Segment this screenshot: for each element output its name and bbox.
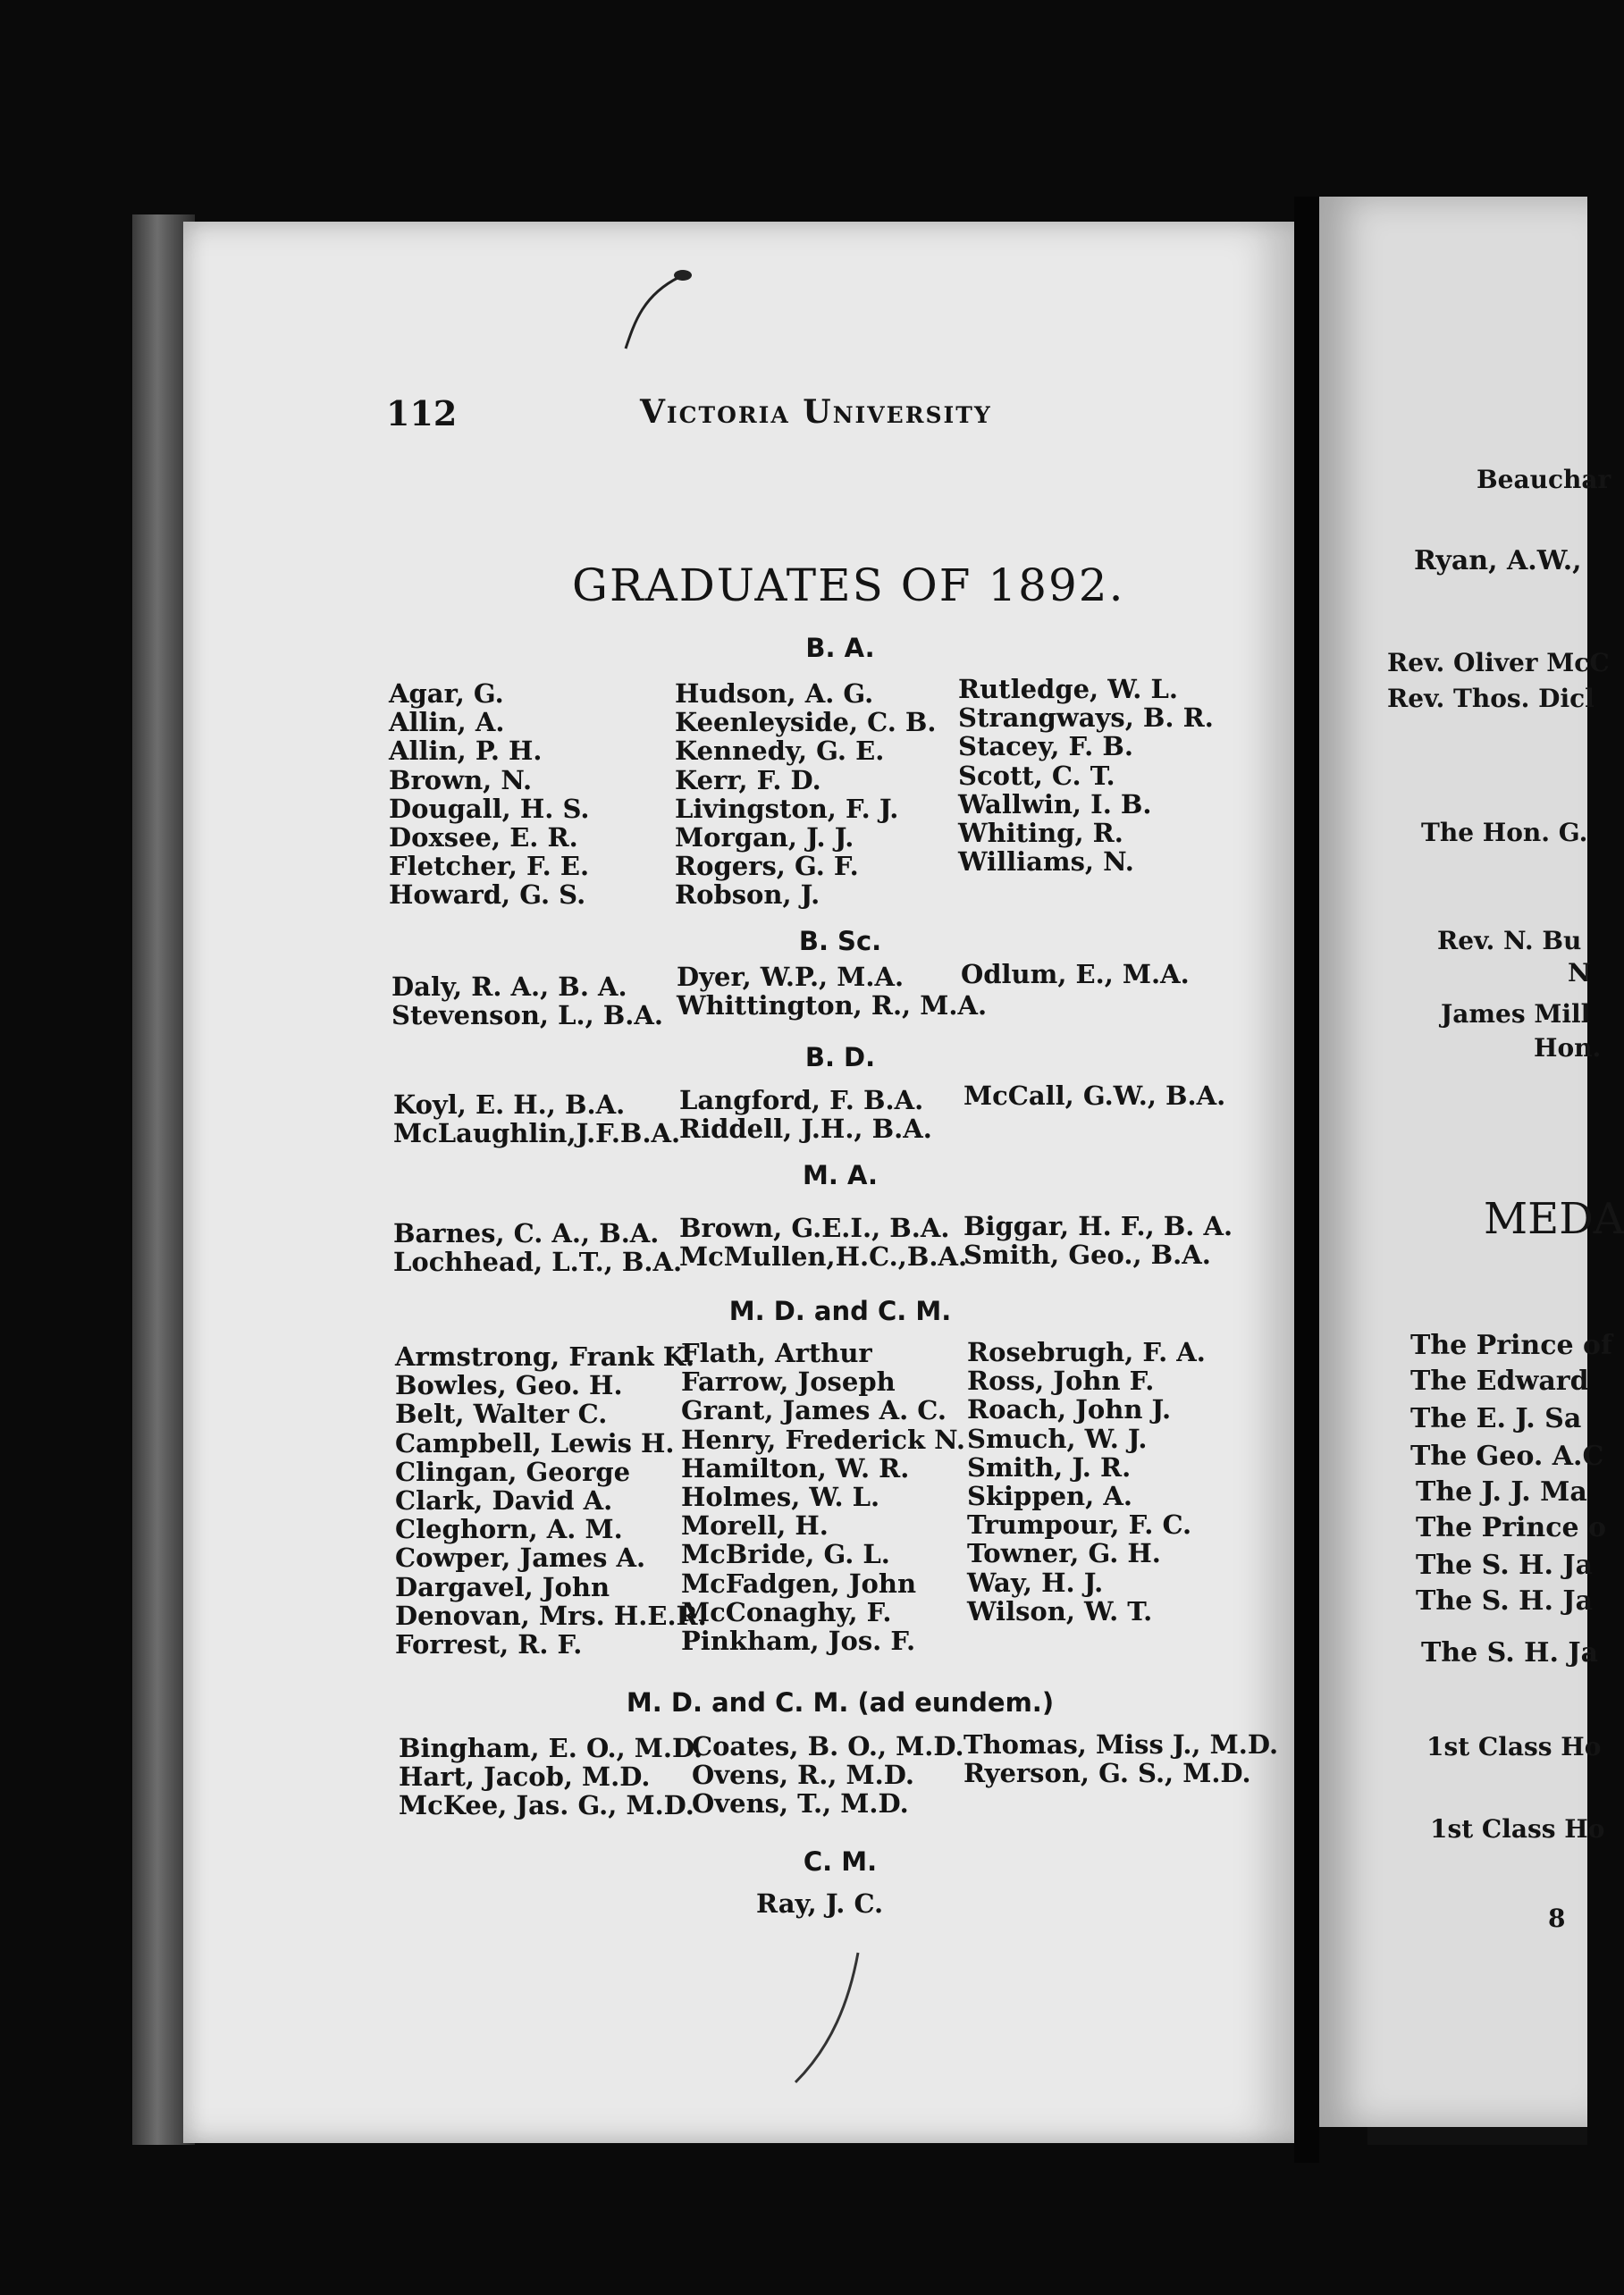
graduate-name: Howard, G. S. [389, 879, 586, 911]
graduate-name: Thomas, Miss J., M.D. [963, 1729, 1279, 1760]
graduate-name: Smuch, W. J. [967, 1423, 1148, 1454]
graduate-name: Dyer, W.P., M.A. [677, 962, 905, 992]
graduate-name: Clingan, George [395, 1456, 631, 1487]
right-page-line: Rev. N. Bu [1437, 926, 1582, 955]
graduate-name: McBride, G. L. [681, 1539, 890, 1570]
graduate-name: Smith, J. R. [967, 1451, 1132, 1483]
section-heading-mdcm: M. D. and C. M. [728, 1296, 952, 1326]
graduate-name: Kennedy, G. E. [675, 736, 885, 767]
graduate-name: Scott, C. T. [958, 760, 1115, 791]
graduate-name: Hart, Jacob, M.D. [399, 1761, 651, 1793]
graduate-name: Wallwin, I. B. [958, 788, 1152, 820]
graduate-name: Robson, J. [675, 879, 820, 911]
ma-column-2 [679, 1214, 967, 1271]
graduate-name: Biggar, H. F., B. A. [963, 1211, 1233, 1241]
right-page-line: The S. H. Ja [1416, 1585, 1594, 1617]
graduate-name: Hudson, A. G. [675, 678, 874, 709]
section-heading-ma: M. A. [803, 1160, 878, 1190]
graduate-name: Ryerson, G. S., M.D. [963, 1758, 1251, 1789]
graduate-name: Morgan, J. J. [675, 821, 854, 853]
right-page-line: James Mill [1441, 999, 1591, 1029]
graduate-name: Skippen, A. [967, 1480, 1132, 1511]
graduate-name: Armstrong, Frank K. [395, 1341, 695, 1372]
ba-column-1 [389, 679, 589, 910]
bsc-column-3 [961, 960, 1190, 988]
graduate-name: Ovens, R., M.D. [692, 1760, 914, 1791]
section-heading-ba: B. A. [805, 633, 875, 663]
graduate-name: Flath, Arthur [681, 1338, 872, 1368]
section-heading-bd: B. D. [804, 1042, 876, 1072]
graduate-name: Pinkham, Jos. F. [681, 1625, 916, 1656]
section-heading-mdcm-ad-eundem: M. D. and C. M. (ad eundem.) [626, 1687, 1055, 1718]
graduate-name: Grant, James A. C. [681, 1395, 947, 1426]
mdcm-column-1 [395, 1342, 707, 1659]
graduate-name: Towner, G. H. [967, 1538, 1161, 1569]
graduate-name: Bingham, E. O., M.D. [399, 1733, 703, 1763]
graduate-name: Hamilton, W. R. [681, 1452, 910, 1484]
ba-column-3 [958, 675, 1214, 876]
graduate-name: Stacey, F. B. [958, 731, 1133, 762]
ink-mark [787, 1948, 867, 2091]
graduate-name: Bowles, Geo. H. [395, 1370, 623, 1401]
graduate-name: Denovan, Mrs. H.E.R. [395, 1600, 707, 1631]
graduate-name: Rosebrugh, F. A. [967, 1337, 1206, 1367]
right-page-line: The Prince of [1410, 1330, 1612, 1361]
graduate-name: Agar, G. [389, 678, 504, 709]
ad-eundem-column-2 [692, 1732, 964, 1819]
graduate-name: Strangways, B. R. [958, 702, 1214, 734]
right-page-line: Ryan, A.W., [1414, 545, 1582, 576]
graduate-name: Lochhead, L.T., B.A. [393, 1247, 683, 1278]
book-shadow [1367, 2127, 1587, 2145]
page-title: GRADUATES OF 1892. [572, 559, 1125, 611]
graduate-name: Daly, R. A., B. A. [391, 971, 627, 1002]
ba-column-2 [675, 679, 937, 910]
right-page-heading: MEDA [1484, 1194, 1624, 1244]
bd-column-1 [393, 1090, 680, 1148]
graduate-name: Dougall, H. S. [389, 793, 590, 824]
right-page-line: The J. J. Ma [1416, 1476, 1587, 1508]
page-gutter [1294, 197, 1319, 2163]
cm-column-1 [756, 1889, 883, 1918]
ma-column-3 [963, 1212, 1233, 1269]
graduate-name: Cleghorn, A. M. [395, 1514, 623, 1545]
graduate-name: Way, H. J. [967, 1567, 1104, 1598]
graduate-name: Belt, Walter C. [395, 1399, 608, 1430]
mdcm-column-3 [967, 1338, 1206, 1626]
graduate-name: Keenleyside, C. B. [675, 707, 937, 738]
page-number: 112 [386, 393, 458, 433]
graduate-name: Williams, N. [958, 846, 1134, 878]
graduate-name: Henry, Frederick N. [681, 1424, 965, 1455]
right-page-line: The Hon. G. [1421, 818, 1588, 847]
graduate-name: Langford, F. B.A. [679, 1085, 924, 1115]
right-page-line: Beauchar [1477, 465, 1611, 494]
graduate-name: McConaghy, F. [681, 1596, 892, 1627]
graduate-name: Rutledge, W. L. [958, 674, 1178, 704]
graduate-name: McMullen,H.C.,B.A. [679, 1241, 968, 1273]
right-page-line: The Geo. A.C [1410, 1441, 1604, 1472]
right-page-line: Rev. Oliver McC [1387, 648, 1610, 677]
running-head: Victoria University [640, 393, 992, 431]
graduate-name: Brown, N. [389, 764, 533, 795]
right-page-line: 1st Class Ho [1430, 1814, 1605, 1844]
right-page-line: The S. H. Ja [1421, 1637, 1599, 1669]
ad-eundem-column-3 [963, 1730, 1278, 1787]
graduate-name: Dargavel, John [395, 1571, 610, 1602]
ma-column-1 [393, 1219, 682, 1276]
right-page-line: Hon. [1534, 1033, 1602, 1063]
graduate-name: Farrow, Joseph [681, 1366, 896, 1398]
graduate-name: Doxsee, E. R. [389, 821, 578, 853]
graduate-name: Roach, John J. [967, 1394, 1172, 1425]
section-heading-bsc: B. Sc. [798, 926, 882, 956]
graduate-name: Rogers, G. F. [675, 851, 859, 882]
graduate-name: Brown, G.E.I., B.A. [679, 1213, 950, 1243]
graduate-name: Odlum, E., M.A. [961, 959, 1190, 989]
ad-eundem-column-1 [399, 1734, 703, 1820]
graduate-name: Allin, A. [389, 707, 505, 738]
graduate-name: Koyl, E. H., B.A. [393, 1089, 626, 1120]
graduate-name: Trumpour, F. C. [967, 1509, 1192, 1541]
graduate-name: Holmes, W. L. [681, 1481, 880, 1512]
right-page-line: The E. J. Sa [1410, 1403, 1582, 1434]
graduate-name: Whittington, R., M.A. [677, 990, 988, 1021]
ink-mark [608, 259, 706, 357]
section-heading-cm: C. M. [803, 1846, 878, 1877]
graduate-name: Forrest, R. F. [395, 1628, 583, 1660]
graduate-name: Cowper, James A. [395, 1543, 646, 1574]
graduate-name: Kerr, F. D. [675, 764, 821, 795]
right-page-line: The Edward [1410, 1366, 1589, 1397]
graduate-name: Allin, P. H. [389, 736, 543, 767]
graduate-name: Riddell, J.H., B.A. [679, 1114, 932, 1145]
graduate-name: Ross, John F. [967, 1366, 1155, 1397]
bsc-column-1 [391, 972, 663, 1030]
graduate-name: Wilson, W. T. [967, 1595, 1153, 1627]
graduate-name: McFadgen, John [681, 1568, 917, 1599]
right-page-line: The S. H. Ja [1416, 1550, 1594, 1581]
right-page-line: N [1568, 958, 1591, 988]
bd-column-2 [679, 1086, 932, 1143]
graduate-name: Ovens, T., M.D. [692, 1788, 909, 1820]
bsc-column-2 [677, 963, 987, 1020]
graduate-name: Smith, Geo., B.A. [963, 1240, 1211, 1271]
bd-column-3 [963, 1081, 1225, 1110]
graduate-name: Barnes, C. A., B.A. [393, 1218, 660, 1248]
graduate-name: McCall, G.W., B.A. [963, 1080, 1226, 1111]
graduate-name: Fletcher, F. E. [389, 851, 590, 882]
graduate-name: Whiting, R. [958, 817, 1123, 848]
graduate-name: Stevenson, L., B.A. [391, 1000, 664, 1031]
right-page-line: The Prince o [1416, 1512, 1607, 1543]
graduate-name: Livingston, F. J. [675, 793, 899, 824]
graduate-name: Coates, B. O., M.D. [692, 1731, 964, 1761]
right-page-line: Rev. Thos. Dicl [1387, 684, 1595, 713]
graduate-name: Clark, David A. [395, 1484, 613, 1516]
graduate-name: Ray, J. C. [756, 1888, 884, 1919]
right-page-number: 8 [1548, 1904, 1566, 1933]
graduate-name: McKee, Jas. G., M.D. [399, 1790, 694, 1821]
mdcm-column-2 [681, 1339, 965, 1655]
graduate-name: McLaughlin,J.F.B.A. [393, 1118, 681, 1149]
right-page-line: 1st Class Ho [1426, 1732, 1602, 1761]
graduate-name: Campbell, Lewis H. [395, 1427, 675, 1459]
graduate-name: Morell, H. [681, 1510, 829, 1542]
